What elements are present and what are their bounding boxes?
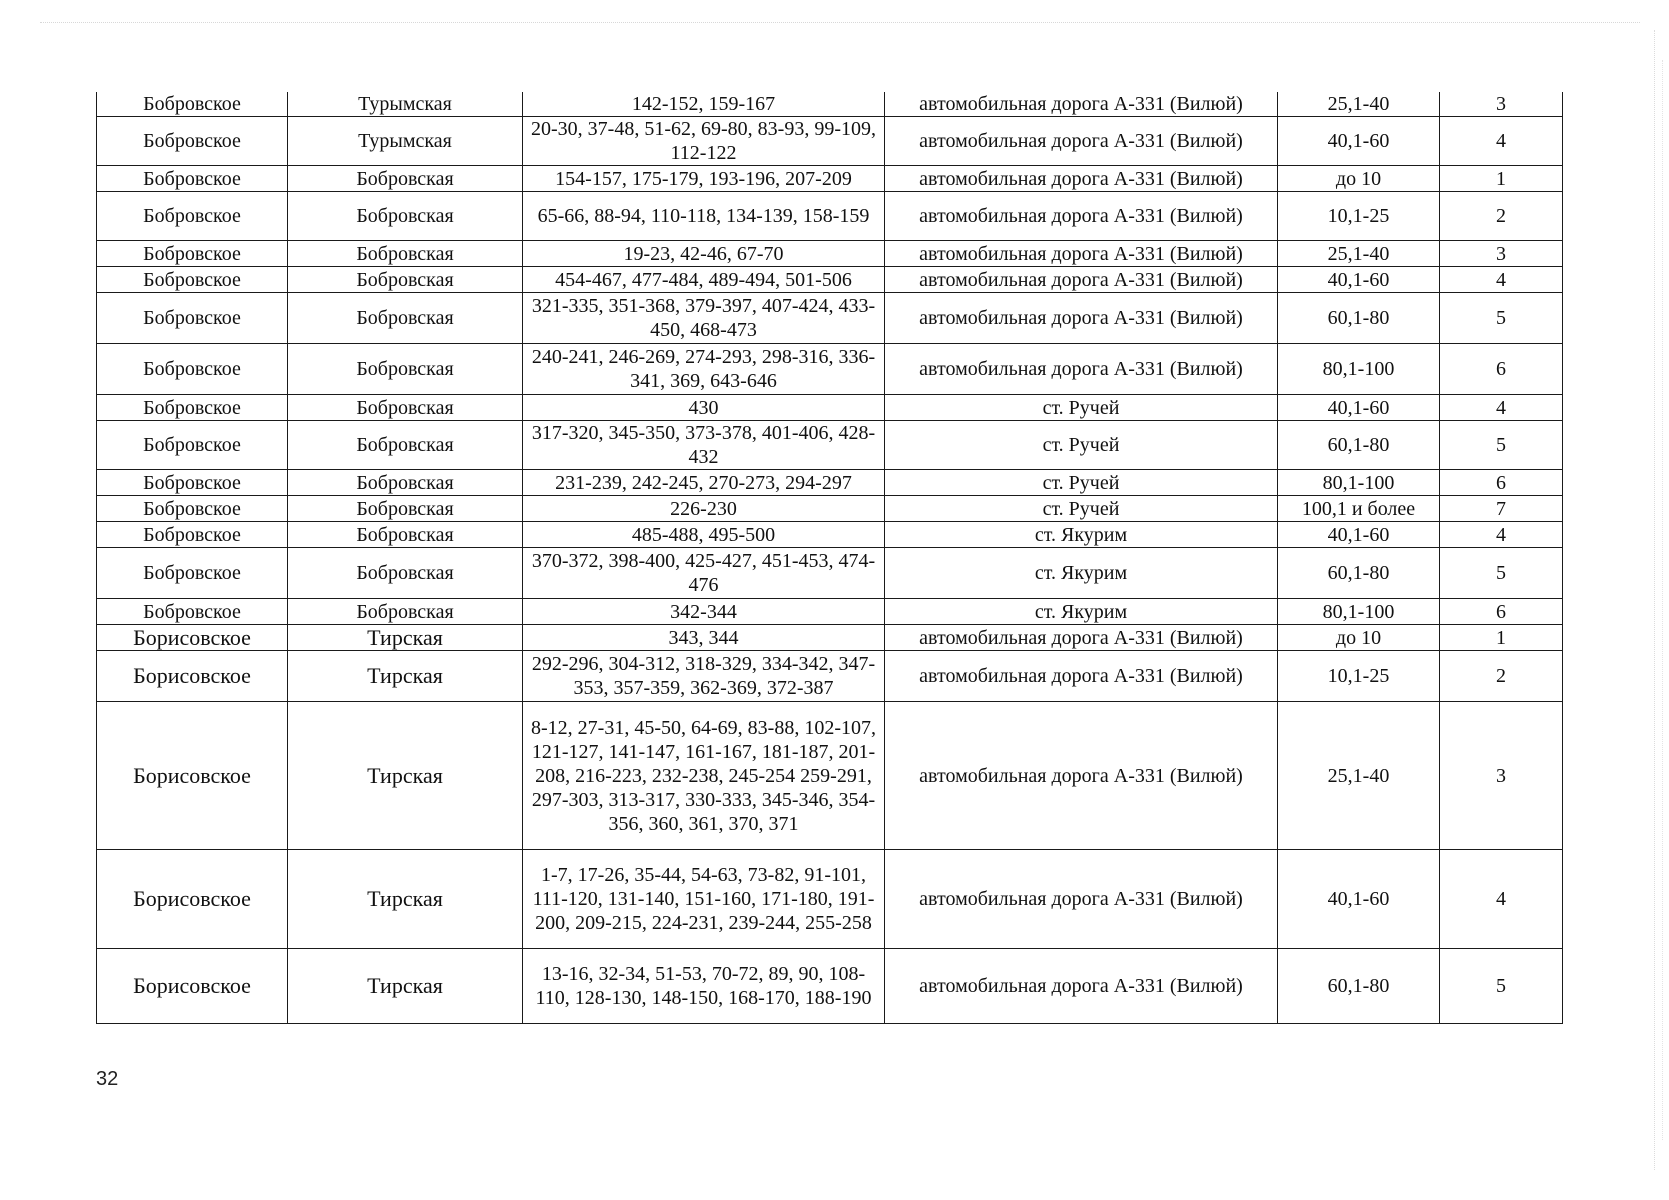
plots-cell: 65-66, 88-94, 110-118, 134-139, 158-159 (523, 192, 885, 241)
zone-cell: до 10 (1278, 166, 1440, 192)
source-cell: ст. Якурим (885, 599, 1278, 625)
table-row (97, 395, 1563, 421)
settlement-cell: Бобровское (97, 192, 288, 241)
grade-cell: 6 (1440, 599, 1563, 625)
plots-cell: 342-344 (523, 599, 885, 625)
plots-cell: 154-157, 175-179, 193-196, 207-209 (523, 166, 885, 192)
settlement-cell: Борисовское (97, 949, 288, 1024)
plots-cell: 343, 344 (523, 625, 885, 651)
table-row (97, 599, 1563, 625)
village-cell: Турымская (288, 117, 523, 166)
zone-cell: 10,1-25 (1278, 192, 1440, 241)
table-row (97, 267, 1563, 293)
zone-cell: 40,1-60 (1278, 117, 1440, 166)
plots-cell: 370-372, 398-400, 425-427, 451-453, 474-476 (523, 548, 885, 599)
plots-cell: 292-296, 304-312, 318-329, 334-342, 347-353, 357-359, 362-369, 372-387 (523, 651, 885, 702)
table-body (97, 92, 1563, 1024)
zone-cell: 25,1-40 (1278, 702, 1440, 850)
village-cell: Бобровская (288, 421, 523, 470)
source-cell: автомобильная дорога А-331 (Вилюй) (885, 241, 1278, 267)
data-table (96, 92, 1563, 1024)
grade-cell: 4 (1440, 850, 1563, 949)
village-cell: Бобровская (288, 522, 523, 548)
plots-cell: 226-230 (523, 496, 885, 522)
source-cell: автомобильная дорога А-331 (Вилюй) (885, 344, 1278, 395)
village-cell: Бобровская (288, 241, 523, 267)
plots-cell: 430 (523, 395, 885, 421)
grade-cell: 7 (1440, 496, 1563, 522)
table-row (97, 625, 1563, 651)
table-row (97, 548, 1563, 599)
plots-cell: 240-241, 246-269, 274-293, 298-316, 336-341, 369, 643-646 (523, 344, 885, 395)
settlement-cell: Бобровское (97, 421, 288, 470)
settlement-cell: Бобровское (97, 496, 288, 522)
settlement-cell: Бобровское (97, 470, 288, 496)
plots-cell: 454-467, 477-484, 489-494, 501-506 (523, 267, 885, 293)
source-cell: ст. Ручей (885, 470, 1278, 496)
plots-cell: 321-335, 351-368, 379-397, 407-424, 433-450, 468-473 (523, 293, 885, 344)
zone-cell: 40,1-60 (1278, 850, 1440, 949)
table-row (97, 470, 1563, 496)
table-row (97, 949, 1563, 1024)
table-row (97, 344, 1563, 395)
village-cell: Бобровская (288, 599, 523, 625)
source-cell: автомобильная дорога А-331 (Вилюй) (885, 267, 1278, 293)
village-cell: Бобровская (288, 344, 523, 395)
table-row (97, 850, 1563, 949)
plots-cell: 8-12, 27-31, 45-50, 64-69, 83-88, 102-107, 121-127, 141-147, 161-167, 181-187, 201-208, 216-223, 232-238, 245-254 259-291, 297-303, 313-317, 330-333, 345-346, 354-356, 360, 361, 370, 371 (523, 702, 885, 850)
source-cell: автомобильная дорога А-331 (Вилюй) (885, 117, 1278, 166)
zone-cell: 40,1-60 (1278, 522, 1440, 548)
grade-cell: 5 (1440, 548, 1563, 599)
village-cell: Турымская (288, 92, 523, 117)
scan-artifact-right-2 (1662, 60, 1663, 1140)
village-cell: Бобровская (288, 470, 523, 496)
grade-cell: 6 (1440, 344, 1563, 395)
settlement-cell: Бобровское (97, 166, 288, 192)
table-row (97, 192, 1563, 241)
source-cell: автомобильная дорога А-331 (Вилюй) (885, 850, 1278, 949)
settlement-cell: Борисовское (97, 702, 288, 850)
table-row (97, 117, 1563, 166)
zone-cell: 10,1-25 (1278, 651, 1440, 702)
grade-cell: 5 (1440, 293, 1563, 344)
source-cell: автомобильная дорога А-331 (Вилюй) (885, 92, 1278, 117)
plots-cell: 317-320, 345-350, 373-378, 401-406, 428-432 (523, 421, 885, 470)
zone-cell: 60,1-80 (1278, 949, 1440, 1024)
village-cell: Тирская (288, 702, 523, 850)
grade-cell: 4 (1440, 117, 1563, 166)
settlement-cell: Бобровское (97, 267, 288, 293)
village-cell: Бобровская (288, 496, 523, 522)
settlement-cell: Бобровское (97, 522, 288, 548)
village-cell: Бобровская (288, 192, 523, 241)
source-cell: автомобильная дорога А-331 (Вилюй) (885, 192, 1278, 241)
source-cell: автомобильная дорога А-331 (Вилюй) (885, 949, 1278, 1024)
settlement-cell: Бобровское (97, 599, 288, 625)
table-row (97, 166, 1563, 192)
plots-cell: 1-7, 17-26, 35-44, 54-63, 73-82, 91-101, 111-120, 131-140, 151-160, 171-180, 191-200, 209-215, 224-231, 239-244, 255-258 (523, 850, 885, 949)
village-cell: Бобровская (288, 293, 523, 344)
grade-cell: 1 (1440, 166, 1563, 192)
village-cell: Тирская (288, 949, 523, 1024)
village-cell: Тирская (288, 850, 523, 949)
settlement-cell: Борисовское (97, 625, 288, 651)
village-cell: Бобровская (288, 267, 523, 293)
table-row (97, 702, 1563, 850)
scan-artifact-top (40, 22, 1640, 23)
source-cell: автомобильная дорога А-331 (Вилюй) (885, 625, 1278, 651)
grade-cell: 4 (1440, 395, 1563, 421)
table-row (97, 496, 1563, 522)
zone-cell: 100,1 и более (1278, 496, 1440, 522)
zone-cell: 40,1-60 (1278, 395, 1440, 421)
source-cell: ст. Якурим (885, 548, 1278, 599)
zone-cell: 40,1-60 (1278, 267, 1440, 293)
village-cell: Тирская (288, 625, 523, 651)
grade-cell: 2 (1440, 651, 1563, 702)
grade-cell: 4 (1440, 522, 1563, 548)
source-cell: ст. Ручей (885, 395, 1278, 421)
zone-cell: 60,1-80 (1278, 293, 1440, 344)
village-cell: Бобровская (288, 166, 523, 192)
plots-cell: 19-23, 42-46, 67-70 (523, 241, 885, 267)
settlement-cell: Бобровское (97, 344, 288, 395)
settlement-cell: Бобровское (97, 92, 288, 117)
grade-cell: 3 (1440, 241, 1563, 267)
scan-artifact-right (1654, 30, 1655, 1170)
source-cell: ст. Ручей (885, 421, 1278, 470)
zone-cell: 60,1-80 (1278, 548, 1440, 599)
grade-cell: 6 (1440, 470, 1563, 496)
page-number: 32 (96, 1068, 119, 1090)
plots-cell: 231-239, 242-245, 270-273, 294-297 (523, 470, 885, 496)
grade-cell: 4 (1440, 267, 1563, 293)
grade-cell: 2 (1440, 192, 1563, 241)
table-row (97, 421, 1563, 470)
source-cell: автомобильная дорога А-331 (Вилюй) (885, 293, 1278, 344)
village-cell: Бобровская (288, 395, 523, 421)
source-cell: ст. Якурим (885, 522, 1278, 548)
plots-cell: 13-16, 32-34, 51-53, 70-72, 89, 90, 108-110, 128-130, 148-150, 168-170, 188-190 (523, 949, 885, 1024)
settlement-cell: Бобровское (97, 548, 288, 599)
settlement-cell: Бобровское (97, 117, 288, 166)
settlement-cell: Борисовское (97, 850, 288, 949)
zone-cell: 25,1-40 (1278, 241, 1440, 267)
zone-cell: до 10 (1278, 625, 1440, 651)
settlement-cell: Бобровское (97, 395, 288, 421)
zone-cell: 80,1-100 (1278, 599, 1440, 625)
table-row (97, 92, 1563, 117)
grade-cell: 1 (1440, 625, 1563, 651)
zone-cell: 25,1-40 (1278, 92, 1440, 117)
zone-cell: 60,1-80 (1278, 421, 1440, 470)
grade-cell: 5 (1440, 949, 1563, 1024)
zone-cell: 80,1-100 (1278, 344, 1440, 395)
table-row (97, 293, 1563, 344)
settlement-cell: Бобровское (97, 241, 288, 267)
plots-cell: 485-488, 495-500 (523, 522, 885, 548)
settlement-cell: Борисовское (97, 651, 288, 702)
grade-cell: 3 (1440, 92, 1563, 117)
zone-cell: 80,1-100 (1278, 470, 1440, 496)
village-cell: Тирская (288, 651, 523, 702)
plots-cell: 20-30, 37-48, 51-62, 69-80, 83-93, 99-109, 112-122 (523, 117, 885, 166)
table-row (97, 241, 1563, 267)
source-cell: ст. Ручей (885, 496, 1278, 522)
source-cell: автомобильная дорога А-331 (Вилюй) (885, 166, 1278, 192)
village-cell: Бобровская (288, 548, 523, 599)
table-row (97, 522, 1563, 548)
table-row (97, 651, 1563, 702)
grade-cell: 3 (1440, 702, 1563, 850)
source-cell: автомобильная дорога А-331 (Вилюй) (885, 651, 1278, 702)
source-cell: автомобильная дорога А-331 (Вилюй) (885, 702, 1278, 850)
settlement-cell: Бобровское (97, 293, 288, 344)
plots-cell: 142-152, 159-167 (523, 92, 885, 117)
grade-cell: 5 (1440, 421, 1563, 470)
